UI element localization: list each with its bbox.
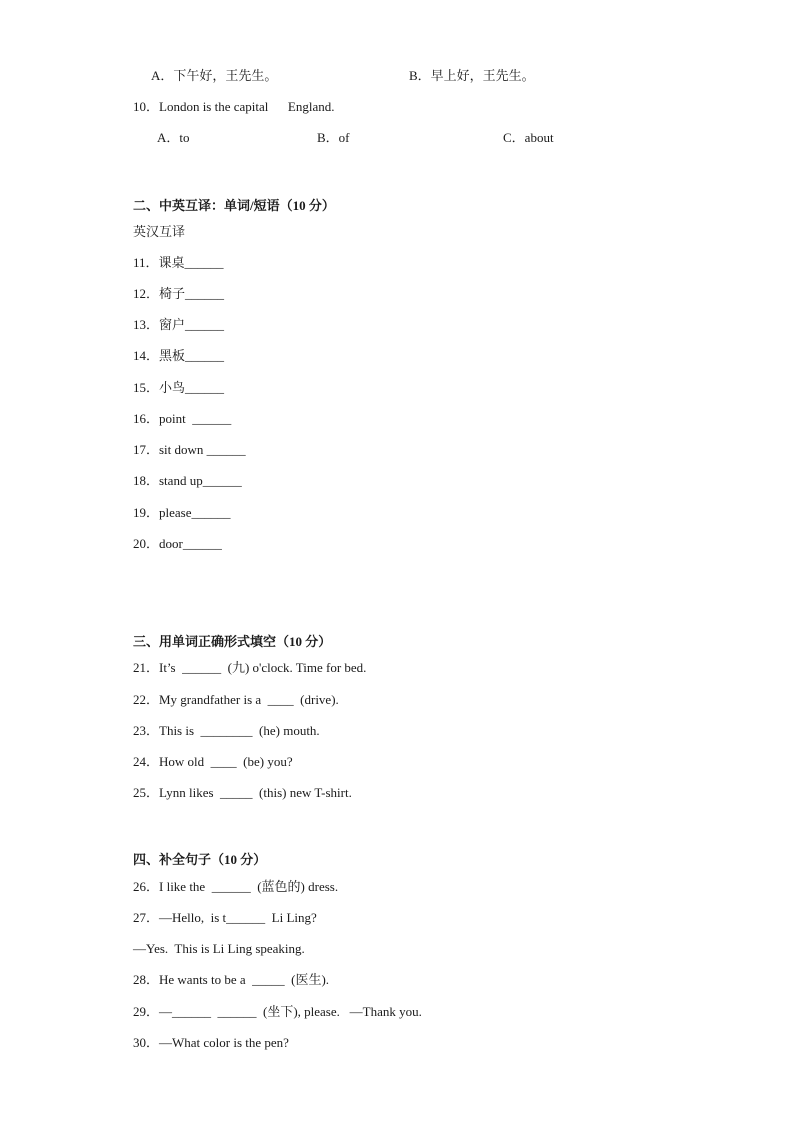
- question-22: 22．My grandfather is a ____ (drive).: [133, 692, 339, 707]
- question-27-answer: —Yes. This is Li Ling speaking.: [133, 941, 305, 956]
- section-3-heading: 三、用单词正确形式填空（10 分）: [133, 634, 332, 649]
- question-25: 25．Lynn likes _____ (this) new T-shirt.: [133, 785, 352, 800]
- question-15: 15．小鸟______: [133, 380, 225, 395]
- question-26: 26．I like the ______ (蓝色的) dress.: [133, 879, 339, 894]
- question-29: 29．—______ ______ (坐下), please. —Thank you.: [133, 1004, 422, 1019]
- question-30: 30．—What color is the pen?: [133, 1035, 289, 1050]
- question-18: 18．stand up______: [133, 473, 242, 488]
- question-28: 28．He wants to be a _____ (医生).: [133, 972, 330, 987]
- question-17: 17．sit down ______: [133, 442, 246, 457]
- question-10-stem: 10．London is the capital England.: [133, 99, 335, 114]
- question-19: 19．please______: [133, 505, 231, 520]
- question-14: 14．黑板______: [133, 348, 225, 363]
- question-27: 27．—Hello, is t______ Li Ling?: [133, 910, 317, 925]
- question-21: 21．It’s ______ (九) o'clock. Time for bed.: [133, 660, 367, 675]
- q10-option-a: A．to: [157, 130, 190, 145]
- section-2-subheading: 英汉互译: [133, 224, 186, 239]
- q10-option-c: C．about: [503, 130, 554, 145]
- section-4-heading: 四、补全句子（10 分）: [133, 852, 267, 867]
- question-24: 24．How old ____ (be) you?: [133, 754, 293, 769]
- question-13: 13．窗户______: [133, 317, 225, 332]
- q10-option-b: B．of: [317, 130, 350, 145]
- q9-option-a: A．下午好，王先生。: [151, 68, 278, 83]
- question-11: 11．课桌______: [133, 255, 224, 270]
- section-2-heading: 二、中英互译：单词/短语（10 分）: [133, 198, 335, 213]
- question-20: 20．door______: [133, 536, 222, 551]
- question-23: 23．This is ________ (he) mouth.: [133, 723, 320, 738]
- question-12: 12．椅子______: [133, 286, 225, 301]
- q9-option-b: B．早上好，王先生。: [409, 68, 535, 83]
- question-16: 16．point ______: [133, 411, 232, 426]
